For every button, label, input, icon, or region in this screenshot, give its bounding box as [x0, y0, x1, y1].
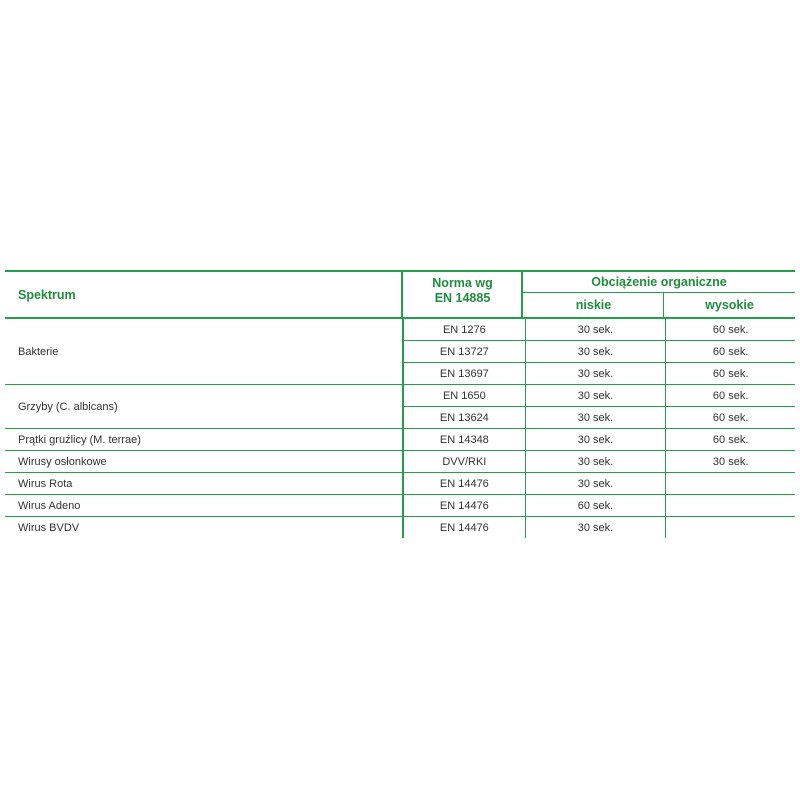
header-subdivider — [523, 292, 795, 293]
group-rows — [402, 517, 795, 538]
norma-cell: EN 13727 — [439, 345, 489, 358]
table-row — [404, 362, 795, 384]
header-wysokie: wysokie — [705, 298, 754, 312]
norma-cell: EN 13697 — [439, 367, 489, 380]
header-obciazenie: Obciążenie organiczne — [591, 275, 727, 289]
table-row — [404, 451, 795, 472]
niskie-cell: 30 sek. — [525, 341, 666, 362]
header-norma-line2: EN 14885 — [434, 291, 491, 305]
spectrum-name: Wirusy osłonkowe — [18, 455, 107, 468]
wysokie-cell: 60 sek. — [665, 429, 795, 450]
norma-cell: DVV/RKI — [442, 455, 487, 468]
group-rows — [402, 385, 795, 428]
group-rows — [402, 473, 795, 494]
niskie-cell: 30 sek. — [525, 429, 666, 450]
table-group — [5, 385, 795, 429]
table-group — [5, 517, 795, 538]
niskie-cell: 60 sek. — [525, 495, 666, 516]
wysokie-cell — [665, 495, 795, 516]
norma-cell: EN 1650 — [442, 389, 486, 402]
table-row — [404, 406, 795, 428]
spectrum-name: Bakterie — [18, 345, 59, 358]
header-norma — [402, 276, 523, 306]
norma-cell: EN 1276 — [442, 323, 486, 336]
norma-cell: EN 14476 — [439, 477, 489, 490]
wysokie-cell: 60 sek. — [665, 385, 795, 406]
wysokie-cell: 30 sek. — [665, 451, 795, 472]
table-row — [404, 495, 795, 516]
wysokie-cell: 60 sek. — [665, 319, 795, 340]
wysokie-cell — [665, 517, 795, 538]
group-rows — [402, 429, 795, 450]
table-row — [404, 517, 795, 538]
table-group — [5, 473, 795, 495]
table-row — [404, 340, 795, 362]
wysokie-cell: 60 sek. — [665, 341, 795, 362]
table-row — [404, 429, 795, 450]
niskie-cell: 30 sek. — [525, 517, 666, 538]
spectrum-name: Prątki gruźlicy (M. terrae) — [18, 433, 141, 446]
niskie-cell: 30 sek. — [525, 473, 666, 494]
niskie-cell: 30 sek. — [525, 319, 666, 340]
group-rows — [402, 495, 795, 516]
table-header — [5, 270, 795, 319]
table-group — [5, 495, 795, 517]
wysokie-cell: 60 sek. — [665, 407, 795, 428]
niskie-cell: 30 sek. — [525, 451, 666, 472]
norma-cell: EN 14476 — [439, 499, 489, 512]
norma-cell: EN 14348 — [439, 433, 489, 446]
niskie-cell: 30 sek. — [525, 407, 666, 428]
spectrum-name: Wirus BVDV — [18, 521, 80, 534]
wysokie-cell — [665, 473, 795, 494]
table-row — [404, 319, 795, 340]
table-body — [5, 319, 795, 538]
group-rows — [402, 451, 795, 472]
header-spektrum: Spektrum — [18, 288, 76, 302]
table-group — [5, 429, 795, 451]
norma-cell: EN 13624 — [439, 411, 489, 424]
table-row — [404, 385, 795, 406]
spectrum-table — [5, 270, 795, 538]
niskie-cell: 30 sek. — [525, 363, 666, 384]
spectrum-name: Grzyby (C. albicans) — [18, 400, 118, 413]
header-norma-line1: Norma wg — [432, 276, 493, 290]
header-niskie: niskie — [575, 298, 612, 312]
niskie-cell: 30 sek. — [525, 385, 666, 406]
spectrum-name: Wirus Adeno — [18, 499, 81, 512]
group-rows — [402, 319, 795, 384]
norma-cell: EN 14476 — [439, 521, 489, 534]
table-group — [5, 319, 795, 385]
wysokie-cell: 60 sek. — [665, 363, 795, 384]
spectrum-name: Wirus Rota — [18, 477, 73, 490]
table-group — [5, 451, 795, 473]
table-row — [404, 473, 795, 494]
